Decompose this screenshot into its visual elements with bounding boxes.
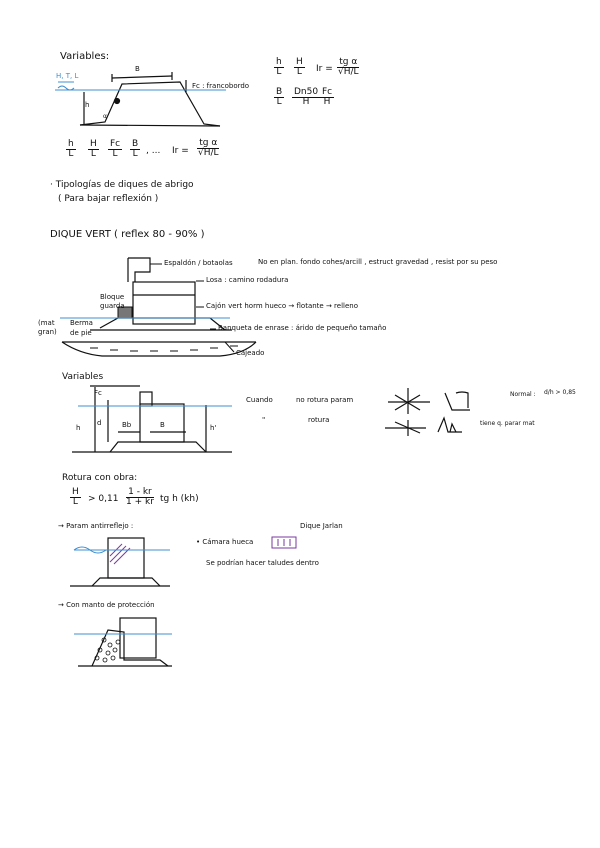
mound-breakwater-sketch — [80, 72, 220, 126]
manto-label: → Con manto de protección — [58, 601, 155, 609]
no-rotura-label: no rotura param — [296, 396, 354, 404]
tiene-label: tiene q. parar mat — [480, 420, 535, 427]
ratio-b-l: $\frac{B}{L}$ — [132, 139, 139, 160]
cajon-label: Cajón vert horm hueco → flotante → relleno — [206, 302, 358, 310]
slope-angle-label: α — [103, 113, 107, 120]
armour-layer-sketch — [78, 618, 172, 666]
normal-label: Normal : — [510, 391, 536, 398]
cuando-label: Cuando — [246, 396, 273, 404]
cajeado-hatch — [90, 346, 238, 351]
crest-width-label: B — [135, 65, 140, 73]
mat-label: (mat — [38, 319, 55, 327]
variables-heading: Variables: — [60, 51, 110, 62]
rotation-sketches — [385, 388, 470, 436]
banqueta-label: Banqueta de enrase : árido de pequeño tamaño — [218, 324, 387, 332]
formula-lhs: $\frac{H}{L}$ — [72, 487, 79, 508]
ratio-H-l: $\frac{H}{L}$ — [90, 139, 97, 160]
formula-mid: > 0,11 — [88, 494, 119, 504]
ratio-fc-l: $\frac{Fc}{L}$ — [110, 139, 121, 160]
wave-params-label: H, T, L — [56, 72, 79, 80]
depth-label: h — [85, 101, 90, 109]
bb-label: Bb — [122, 421, 132, 429]
ditto-mark: " — [262, 416, 266, 424]
d-label: d — [97, 419, 102, 427]
right-ratio-fc-h: $\frac{Fc}{H}$ — [322, 87, 333, 108]
bloque-label: Bloque — [100, 293, 125, 301]
iribarren-fraction: $\frac{\text{tg α}}{√H/L}$ — [198, 138, 219, 159]
antireflection-label: → Param antirreflejo : — [58, 522, 134, 530]
espaldon-label: Espaldón / botaolas — [164, 259, 233, 267]
rotura-obra-heading: Rotura con obra: — [62, 473, 138, 483]
vertical-breakwater-heading: DIQUE VERT ( reflex 80 - 90% ) — [50, 229, 205, 240]
depie-label: de pie — [70, 329, 92, 337]
h-label: h — [76, 424, 81, 432]
jarlan-chamber-icon — [272, 537, 296, 548]
freeboard-label: Fc : francobordo — [192, 82, 250, 90]
camara-label: • Cámara hueca — [196, 538, 254, 546]
jarlan-label: Dique Jarlan — [300, 522, 343, 530]
berma-label: Berma — [70, 319, 93, 327]
guarda-label: guarda — [100, 302, 125, 310]
right-iribarren-fraction: $\frac{\text{tg α}}{√H/L}$ — [338, 57, 359, 78]
hollow-chamber-hatch — [110, 544, 130, 564]
gran-label: gran) — [38, 328, 57, 336]
vertical-conditions-note: No en plan. fondo cohes/arcill , estruct gravedad , resist por su peso — [258, 258, 498, 266]
antireflection-sketch — [70, 538, 170, 586]
ratio-h-l: $\frac{h}{L}$ — [68, 139, 74, 160]
losa-label: Losa : camino rodadura — [206, 276, 289, 284]
right-ratio-h-l: $\frac{h}{L}$ — [276, 57, 282, 78]
b-label: B — [160, 421, 165, 429]
cajeado-label: Cajeado — [236, 349, 265, 357]
typologies-bullet: · Tipologías de diques de abrigo — [50, 180, 194, 190]
right-ratio-b-l: $\frac{B}{L}$ — [276, 87, 283, 108]
iribarren-label: Ir = — [172, 146, 189, 156]
right-iribarren-label: Ir = — [316, 64, 333, 74]
right-ratio-dn50-h: $\frac{Dn50}{H}$ — [294, 87, 319, 108]
variables2-heading: Variables — [62, 372, 104, 382]
right-ratio-H-l: $\frac{H}{L}$ — [296, 57, 303, 78]
rotura-label: rotura — [308, 416, 330, 424]
fc-label: Fc — [94, 389, 102, 397]
ellipsis: , ... — [146, 146, 161, 156]
formula-kr: $\frac{1 - kr}{1 + kr}$ — [126, 487, 154, 508]
taludes-label: Se podrían hacer taludes dentro — [206, 559, 319, 567]
typologies-note: ( Para bajar reflexión ) — [58, 194, 159, 204]
formula-end: tg h (kh) — [160, 494, 199, 504]
depth-ratio: d/h > 0,85 — [544, 389, 576, 396]
h-prime-label: h' — [210, 424, 217, 432]
